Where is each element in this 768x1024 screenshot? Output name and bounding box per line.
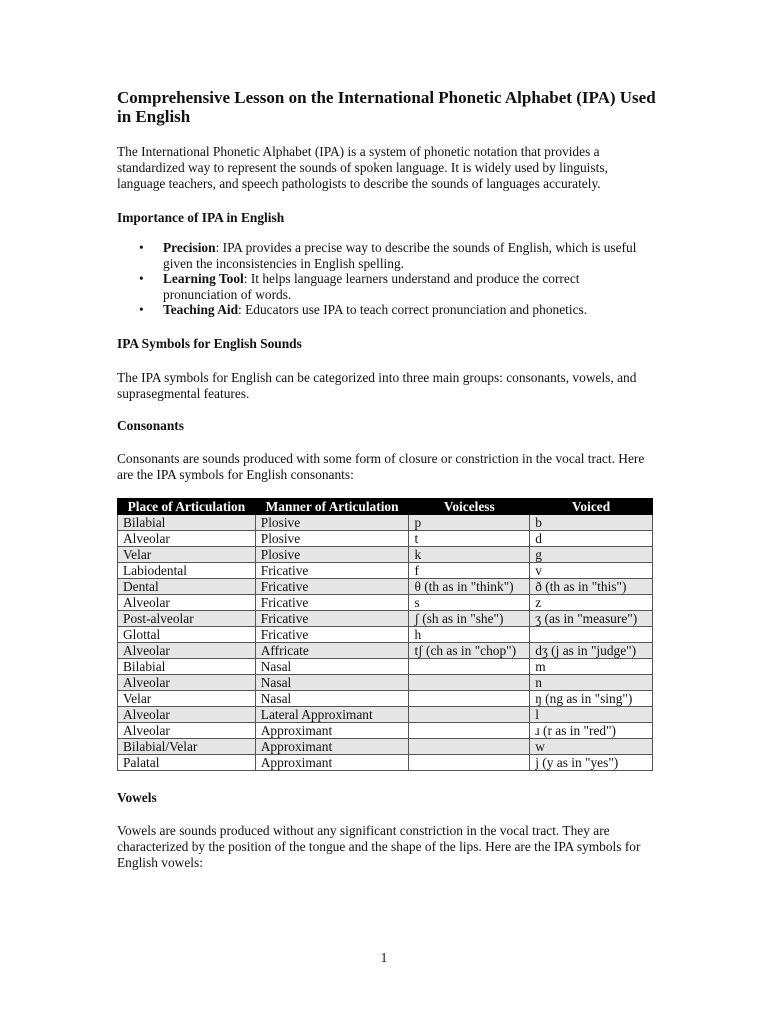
consonants-heading: Consonants	[117, 417, 184, 433]
table-cell: z	[530, 594, 653, 610]
intro-paragraph: The International Phonetic Alphabet (IPA) is a system of phonetic notation that provides a standardized way to represent the sounds of spoken language. It is widely used by linguists, language teachers, and speech pathologists to describe the sounds of languages accurately.	[117, 144, 608, 191]
table-cell: l	[530, 706, 653, 722]
symbols-paragraph: The IPA symbols for English can be categorized into three main groups: consonants, vowels, and suprasegmental features.	[117, 369, 637, 401]
table-row	[118, 514, 653, 530]
table-cell: Approximant	[255, 722, 409, 738]
table-row	[118, 642, 653, 658]
table-cell: Alveolar	[118, 706, 256, 722]
table-row	[118, 546, 653, 562]
list-item	[163, 271, 657, 302]
vowels-heading: Vowels	[117, 789, 157, 805]
table-cell	[409, 690, 530, 706]
table-body	[118, 514, 653, 770]
table-row	[118, 626, 653, 642]
column-header: Voiced	[530, 498, 653, 514]
table-cell: n	[530, 674, 653, 690]
list-item-term: Learning Tool	[163, 271, 244, 286]
table-cell: ð (th as in "this")	[530, 578, 653, 594]
table-cell: ʒ (as in "measure")	[530, 610, 653, 626]
table-cell: Bilabial	[118, 658, 256, 674]
list-item-text: : Educators use IPA to teach correct pronunciation and phonetics.	[238, 302, 588, 317]
table-cell: Plosive	[255, 530, 409, 546]
table-row	[118, 530, 653, 546]
list-item-term: Teaching Aid	[163, 302, 239, 317]
table-cell: Plosive	[255, 546, 409, 562]
table-cell: Fricative	[255, 562, 409, 578]
table-cell: Alveolar	[118, 722, 256, 738]
table-cell: Post-alveolar	[118, 610, 256, 626]
table-cell	[409, 754, 530, 770]
table-cell: h	[409, 626, 530, 642]
table-cell: Palatal	[118, 754, 256, 770]
table-cell: ʃ (sh as in "she")	[409, 610, 530, 626]
table-cell: v	[530, 562, 653, 578]
table-cell: Alveolar	[118, 594, 256, 610]
table-cell: Approximant	[255, 738, 409, 754]
page-number: 1	[380, 950, 388, 965]
table-row	[118, 706, 653, 722]
table-cell: Alveolar	[118, 530, 256, 546]
table-cell: w	[530, 738, 653, 754]
table-cell: Dental	[118, 578, 256, 594]
table-header-row	[118, 498, 653, 514]
table-row	[118, 722, 653, 738]
table-row	[118, 738, 653, 754]
table-cell: ŋ (ng as in "sing")	[530, 690, 653, 706]
table-cell: Fricative	[255, 610, 409, 626]
table-cell	[409, 658, 530, 674]
list-item	[163, 302, 657, 318]
table-cell	[409, 722, 530, 738]
table-cell: Velar	[118, 690, 256, 706]
table-cell: Alveolar	[118, 674, 256, 690]
table-cell: d	[530, 530, 653, 546]
list-item	[163, 240, 657, 271]
importance-heading: Importance of IPA in English	[117, 210, 285, 225]
table-cell: Velar	[118, 546, 256, 562]
table-cell	[409, 674, 530, 690]
table-row	[118, 578, 653, 594]
list-item-text: : IPA provides a precise way to describe the sounds of English, which is useful given the inconsistencies in English spelling.	[163, 240, 637, 271]
list-item-term: Precision	[163, 240, 216, 255]
consonants-paragraph: Consonants are sounds produced with some form of closure or constriction in the vocal tract. Here are the IPA symbols for English consonants:	[117, 450, 645, 482]
table-cell: Bilabial	[118, 514, 256, 530]
table-cell	[409, 738, 530, 754]
table-row	[118, 594, 653, 610]
table-cell: g	[530, 546, 653, 562]
table-row	[118, 658, 653, 674]
column-header: Place of Articulation	[118, 498, 256, 514]
page-title: Comprehensive Lesson on the International Phonetic Alphabet (IPA) Used in English	[117, 88, 656, 126]
table-cell: Bilabial/Velar	[118, 738, 256, 754]
column-header: Manner of Articulation	[255, 498, 409, 514]
table-cell: j (y as in "yes")	[530, 754, 653, 770]
table-cell: b	[530, 514, 653, 530]
table-cell: Lateral Approximant	[255, 706, 409, 722]
table-cell: Labiodental	[118, 562, 256, 578]
table-cell: Fricative	[255, 594, 409, 610]
table-cell: Fricative	[255, 578, 409, 594]
consonants-table	[117, 498, 653, 771]
table-row	[118, 562, 653, 578]
table-cell: p	[409, 514, 530, 530]
page-content	[117, 88, 657, 871]
table-cell: k	[409, 546, 530, 562]
table-cell: f	[409, 562, 530, 578]
table-cell: Glottal	[118, 626, 256, 642]
list-item-text: : It helps language learners understand and produce the correct pronunciation of words.	[163, 271, 580, 302]
table-cell: Fricative	[255, 626, 409, 642]
table-row	[118, 754, 653, 770]
table-cell: tʃ (ch as in "chop")	[409, 642, 530, 658]
vowels-paragraph: Vowels are sounds produced without any significant constriction in the vocal tract. They are characterized by the position of the tongue and the shape of the lips. Here are the IPA symbols for English vowels:	[117, 822, 641, 870]
table-cell	[409, 706, 530, 722]
table-cell: Nasal	[255, 690, 409, 706]
table-row	[118, 674, 653, 690]
table-cell: θ (th as in "think")	[409, 578, 530, 594]
table-cell: ɹ (r as in "red")	[530, 722, 653, 738]
importance-list	[117, 240, 657, 318]
column-header: Voiceless	[409, 498, 530, 514]
table-cell: s	[409, 594, 530, 610]
table-cell	[530, 626, 653, 642]
table-row	[118, 690, 653, 706]
table-cell: Alveolar	[118, 642, 256, 658]
table-cell: Nasal	[255, 674, 409, 690]
table-cell: m	[530, 658, 653, 674]
table-cell: Nasal	[255, 658, 409, 674]
table-cell: Affricate	[255, 642, 409, 658]
symbols-heading: IPA Symbols for English Sounds	[117, 335, 302, 351]
table-cell: t	[409, 530, 530, 546]
table-cell: Approximant	[255, 754, 409, 770]
table-cell: Plosive	[255, 514, 409, 530]
table-cell: dʒ (j as in "judge")	[530, 642, 653, 658]
table-row	[118, 610, 653, 626]
